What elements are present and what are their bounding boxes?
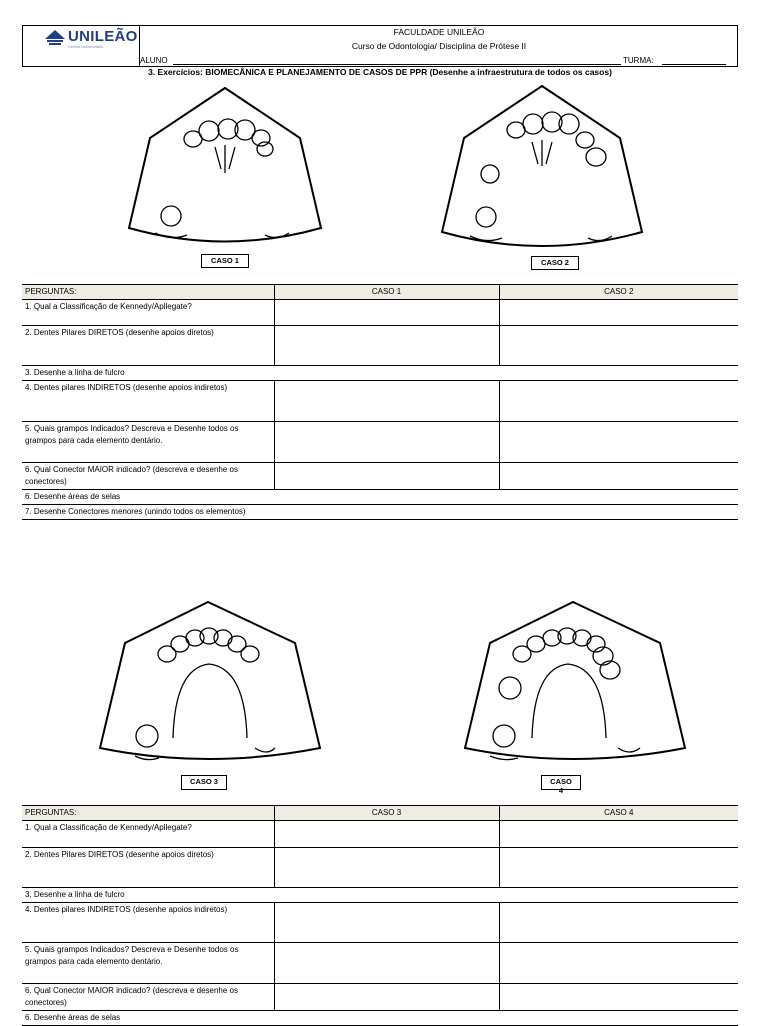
answer-cell-case-4[interactable]	[499, 821, 738, 848]
answer-cell-case-3[interactable]	[274, 943, 499, 984]
exercise-title: 3. Exercícios: BIOMECÂNICA E PLANEJAMENTO DE CASOS DE PPR (Desenhe a infraestrutura de todos os casos)	[148, 67, 612, 77]
arch-drawing-case-1	[125, 83, 325, 255]
arch-drawing-case-4	[460, 598, 690, 770]
answer-cell-case-1[interactable]	[274, 422, 499, 463]
question-label[interactable]: 7. Desenhe Conectores menores (unindo todos os elementos)	[22, 505, 738, 520]
question-label[interactable]: 6. Desenhe áreas de selas	[22, 490, 738, 505]
table-row	[22, 381, 738, 422]
column-header-case-3: CASO 3	[274, 806, 499, 821]
column-header-case-4: CASO 4	[499, 806, 738, 821]
answer-cell-case-1[interactable]	[274, 381, 499, 422]
table-row	[22, 821, 738, 848]
question-label: 2. Dentes Pilares DIRETOS (desenhe apoios diretos)	[22, 848, 274, 888]
table-row	[22, 505, 738, 520]
question-label: 1. Qual a Classificação de Kennedy/Apllegate?	[22, 300, 274, 326]
question-label: 5. Quais grampos Indicados? Descreva e Desenhe todos os grampos para cada elemento dentário.	[22, 422, 274, 463]
answer-cell-case-3[interactable]	[274, 903, 499, 943]
question-label: 4. Dentes pilares INDIRETOS (desenhe apoios indiretos)	[22, 381, 274, 422]
table-row	[22, 943, 738, 984]
table-row	[22, 888, 738, 903]
question-label: 1. Qual a Classificação de Kennedy/Apllegate?	[22, 821, 274, 848]
case-label-3: CASO 3	[181, 775, 227, 790]
class-label: TURMA:	[623, 56, 654, 65]
student-line	[140, 56, 168, 65]
answer-cell-case-4[interactable]	[499, 984, 738, 1011]
student-name-field[interactable]	[173, 64, 621, 65]
answer-cell-case-1[interactable]	[274, 326, 499, 366]
answer-cell-case-2[interactable]	[499, 381, 738, 422]
questions-table-1	[22, 284, 738, 520]
answer-cell-case-2[interactable]	[499, 422, 738, 463]
answer-cell-case-4[interactable]	[499, 903, 738, 943]
table-row	[22, 848, 738, 888]
table-row	[22, 903, 738, 943]
answer-cell-case-1[interactable]	[274, 300, 499, 326]
answer-cell-case-2[interactable]	[499, 326, 738, 366]
answer-cell-case-2[interactable]	[499, 463, 738, 490]
question-label[interactable]: 3. Desenhe a linha de fulcro	[22, 366, 738, 381]
column-header-case-1: CASO 1	[274, 285, 499, 300]
case-label-4: CASO 4	[541, 775, 581, 790]
column-header-questions: PERGUNTAS:	[22, 285, 274, 300]
answer-cell-case-3[interactable]	[274, 984, 499, 1011]
table-row	[22, 326, 738, 366]
column-header-questions: PERGUNTAS:	[22, 806, 274, 821]
question-label: 2. Dentes Pilares DIRETOS (desenhe apoios diretos)	[22, 326, 274, 366]
column-header-case-2: CASO 2	[499, 285, 738, 300]
answer-cell-case-2[interactable]	[499, 300, 738, 326]
table-row	[22, 1011, 738, 1026]
course-name: Curso de Odontologia/ Disciplina de Prótese II	[351, 41, 527, 51]
table-row	[22, 490, 738, 505]
logo-text: UNILEÃO	[68, 28, 138, 45]
answer-cell-case-1[interactable]	[274, 463, 499, 490]
question-label: 5. Quais grampos Indicados? Descreva e Desenhe todos os grampos para cada elemento dentário.	[22, 943, 274, 984]
logo-icon	[44, 29, 66, 47]
answer-cell-case-3[interactable]	[274, 848, 499, 888]
case-label-1: CASO 1	[201, 254, 249, 268]
table-row	[22, 422, 738, 463]
table-row	[22, 366, 738, 381]
student-label: ALUNO	[140, 56, 168, 65]
table-header-row	[22, 806, 738, 821]
question-label: 4. Dentes pilares INDIRETOS (desenhe apoios indiretos)	[22, 903, 274, 943]
questions-table-2	[22, 805, 738, 1026]
table-header-row	[22, 285, 738, 300]
question-label[interactable]: 3. Desenhe a linha de fulcro	[22, 888, 738, 903]
answer-cell-case-4[interactable]	[499, 848, 738, 888]
question-label: 6. Qual Conector MAIOR indicado? (descreva e desenhe os conectores)	[22, 463, 274, 490]
arch-drawing-case-2	[438, 82, 646, 260]
table-row	[22, 463, 738, 490]
table-row	[22, 984, 738, 1011]
case-label-2: CASO 2	[531, 256, 579, 270]
question-label[interactable]: 6. Desenhe áreas de selas	[22, 1011, 738, 1026]
table-row	[22, 300, 738, 326]
arch-drawing-case-3	[95, 598, 325, 770]
question-label: 6. Qual Conector MAIOR indicado? (descreva e desenhe os conectores)	[22, 984, 274, 1011]
class-field[interactable]	[662, 64, 726, 65]
logo-subtitle: Centro Universitário	[68, 44, 104, 49]
institution-name: FACULDADE UNILEÃO	[393, 27, 485, 37]
answer-cell-case-4[interactable]	[499, 943, 738, 984]
answer-cell-case-3[interactable]	[274, 821, 499, 848]
